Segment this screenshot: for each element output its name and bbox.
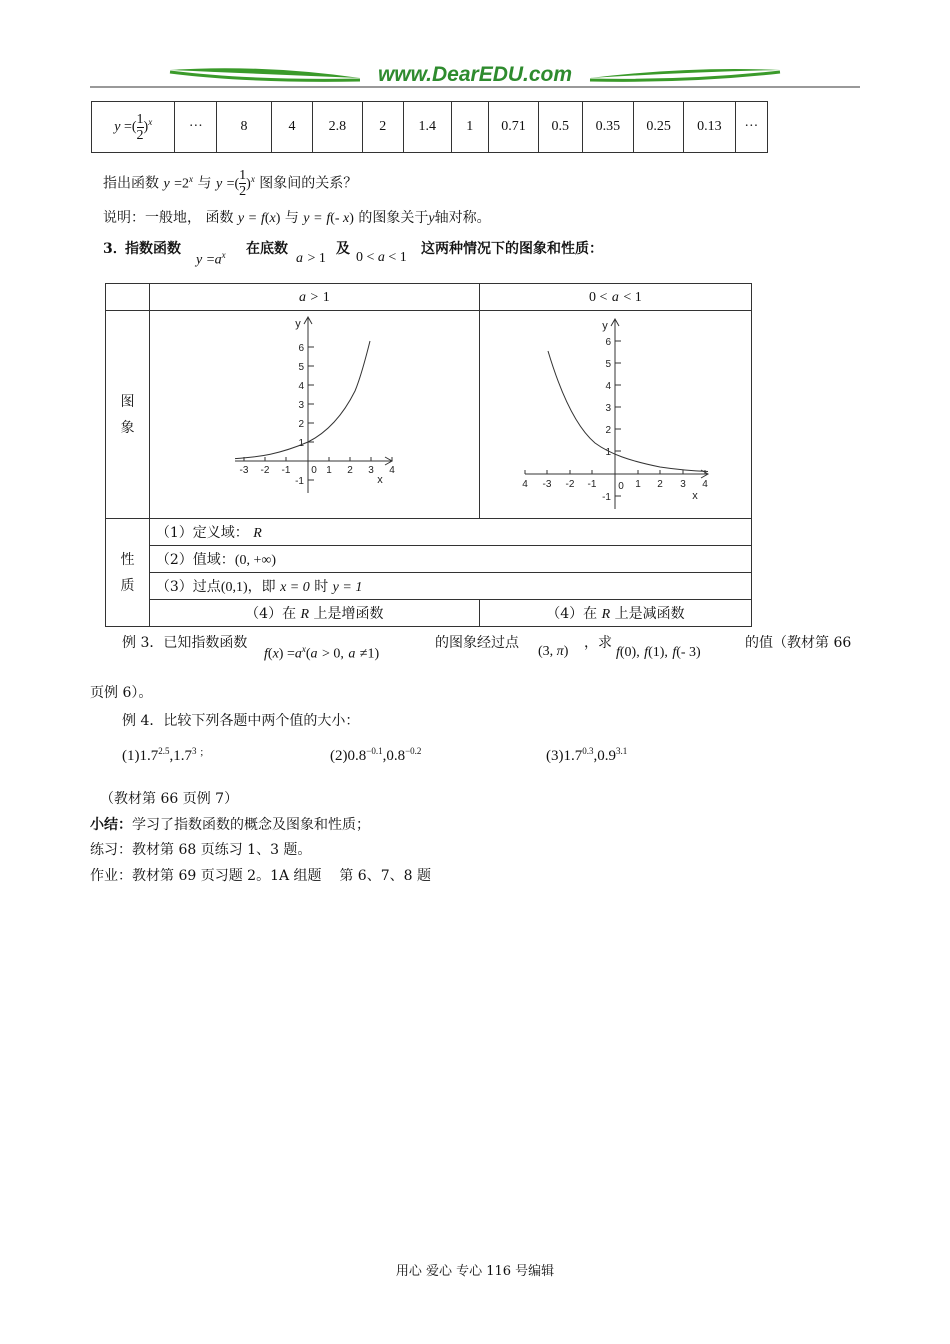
y-tick-label: 2 [605, 425, 611, 436]
y-axis-label: y [602, 320, 608, 332]
y-tick-label: 4 [605, 381, 611, 392]
x-tick-label: 2 [657, 479, 663, 490]
x-tick-label: 1 [635, 479, 641, 490]
table-row [92, 102, 768, 153]
table-cell: ··· [175, 102, 217, 153]
homework: 作业：教材第 69 页习题 2。1A 组题 第 6、7、8 题 [90, 868, 431, 884]
x-tick-label: -2 [565, 479, 575, 490]
table-cell: 4 [271, 102, 312, 153]
x-tick-label: -1 [587, 479, 597, 490]
x-tick-label: 0 [618, 481, 624, 492]
section-3-heading: 3． 指数函数 $y =a^x$ 在底数 a > 1 及 0 < a < 1 这两种情况下的图象和性质： [103, 241, 603, 268]
x-tick-label: -3 [239, 465, 249, 476]
y-tick-label: 1 [605, 447, 611, 458]
x-tick-label: -2 [260, 465, 270, 476]
y-tick-label: -1 [294, 476, 304, 487]
property-decreasing: （4）在 R 上是减函数 [479, 600, 751, 627]
example-3: 例 3．已知指数函数 $f(x) =a^x(a > 0$, a ≠1) 的图象经过点 (3, π) ，求 f(0), f(1), f(- 3) 的值（教材第 66 [122, 635, 852, 662]
example-4-item-2: $(2)0.8^{-0.1},0.8^{-0.2}$ [330, 746, 422, 764]
example-4-item-1: $(1)1.7^{2.5},1.7^3$ ; [122, 746, 204, 764]
property-increasing: （4）在 R 上是增函数 [149, 600, 479, 627]
example-3-cont: 页例 6）。 [90, 685, 153, 701]
logo-text: www.DearEDU.com [377, 63, 573, 86]
note-symmetry: 说明：一般地， 函数 y = f(x) 与 y = f(- x) 的图象关于y轴对称。 [103, 210, 491, 226]
table-row [106, 519, 752, 546]
table-cell: ··· [735, 102, 767, 153]
table-row [106, 284, 752, 311]
col-header-a-gt-1: a > 1 [149, 284, 479, 311]
y-tick-label: 6 [298, 343, 304, 354]
table-cell: 0.13 [684, 102, 736, 153]
property-range: （2）值域：(0, +∞) [149, 546, 751, 573]
x-tick-label: 3 [368, 465, 374, 476]
graph-increasing-cell [149, 311, 479, 519]
x-tick-label: 2 [347, 465, 353, 476]
table-cell: 0.25 [634, 102, 684, 153]
exercise: 练习：教材第 68 页练习 1、3 题。 [90, 842, 312, 858]
value-table [91, 101, 768, 153]
y-tick-label: 2 [298, 419, 304, 430]
property-domain: （1）定义域： R [149, 519, 751, 546]
y-tick-label: 1 [298, 438, 304, 449]
x-tick-label: 4 [702, 479, 708, 490]
properties-table [105, 283, 752, 627]
header-logo [90, 60, 860, 90]
table-cell: 0.5 [538, 102, 582, 153]
example-4-ref: （教材第 66 页例 7） [100, 791, 239, 807]
row-label-property: 性 质 [106, 519, 150, 627]
y-axis-label: y [295, 318, 301, 330]
y-tick-label: 6 [605, 337, 611, 348]
x-tick-label: -1 [281, 465, 291, 476]
y-tick-label: 5 [605, 359, 611, 370]
example-4-item-3: $(3)1.7^{0.3},0.9^{3.1}$ [546, 746, 628, 764]
footer: 用心 爱心 专心 116 号编辑 [395, 1264, 555, 1279]
x-tick-label: -3 [542, 479, 552, 490]
graph-increasing [230, 311, 400, 501]
table-row [106, 600, 752, 627]
row-label-cell: y =( $\frac{1}{2}$ )$^x$ [92, 102, 175, 153]
x-tick-label: 4 [389, 465, 395, 476]
table-cell: 8 [217, 102, 272, 153]
example-4-title: 例 4．比较下列各题中两个值的大小： [122, 713, 360, 729]
table-row [106, 311, 752, 519]
table-cell: 2 [362, 102, 403, 153]
table-cell: 0.35 [582, 102, 634, 153]
question-relation: 指出函数 $y =2^x$ 与 y =( $\frac{1}{2}$ )$^x$ 图象间的关系？ [103, 168, 358, 200]
x-axis-label: x [692, 490, 698, 502]
table-cell: 1 [451, 102, 489, 153]
x-axis-label: x [377, 474, 383, 486]
table-cell: 0.71 [489, 102, 539, 153]
row-label-image: 图象 [106, 311, 150, 519]
y-tick-label: 4 [298, 381, 304, 392]
table-row [106, 573, 752, 600]
table-cell: 2.8 [313, 102, 362, 153]
graph-decreasing [520, 311, 720, 511]
table-row [106, 546, 752, 573]
x-tick-label: 4 [522, 479, 528, 490]
y-tick-label: 3 [605, 403, 611, 414]
property-point: （3）过点(0,1)，即 x = 0 时 y = 1 [149, 573, 751, 600]
x-tick-label: 0 [311, 465, 317, 476]
col-header-a-between: 0 < a < 1 [479, 284, 751, 311]
summary: 小结：学习了指数函数的概念及图象和性质； [90, 817, 370, 833]
x-tick-label: 3 [680, 479, 686, 490]
table-cell: 1.4 [403, 102, 451, 153]
x-tick-label: 1 [326, 465, 332, 476]
y-tick-label: 5 [298, 362, 304, 373]
y-tick-label: 3 [298, 400, 304, 411]
graph-decreasing-cell [479, 311, 751, 519]
y-tick-label: -1 [601, 492, 611, 503]
